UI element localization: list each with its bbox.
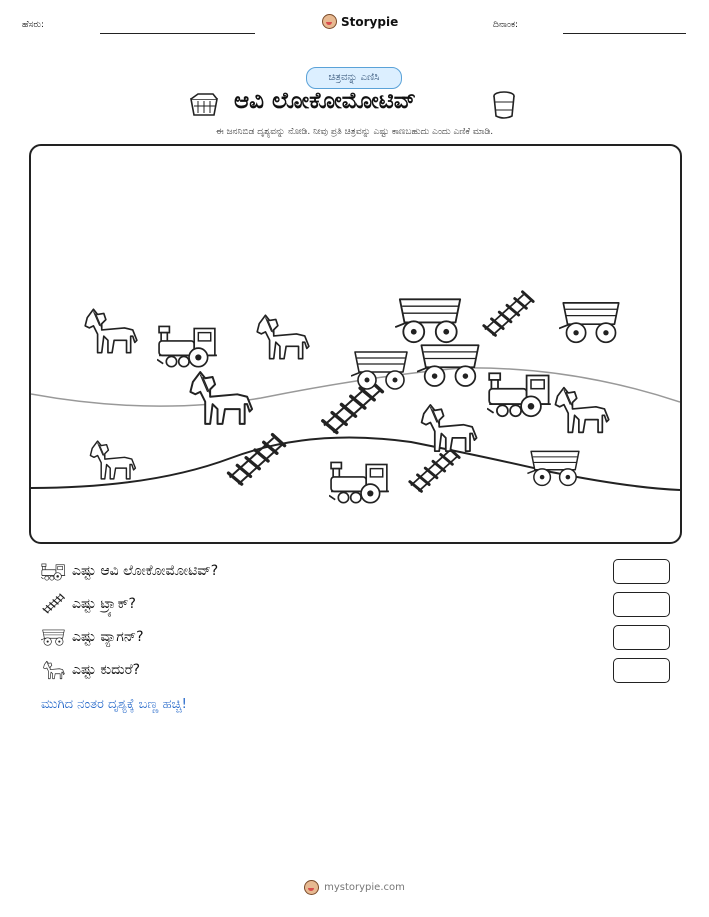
scene-wagon [351, 352, 407, 389]
horse-icon [41, 659, 66, 681]
scene-horse [422, 405, 477, 451]
scene-track [229, 435, 285, 485]
scene-horse [257, 315, 309, 358]
scene-track [410, 448, 459, 492]
instructions: ಈ ಜನನಿಬಿಡ ದೃಶ್ಯವನ್ನು ನೋಡಿ. ನೀವು ಪ್ರತಿ ಚಿತ್ರವನ್ನು ಎಷ್ಟು ಕಾಣಬಹುದು ಎಂದು ಎಣಿಕೆ ಮಾಡಿ. [215, 127, 494, 137]
scene-horse [85, 309, 137, 352]
question-wagons [41, 623, 144, 651]
activity-badge: ಚಿತ್ರವನ್ನು ಎಣಿಸಿ [306, 67, 402, 89]
page-title: ಆವಿ ಲೋಕೋಮೋಟಿವ್ [234, 88, 416, 114]
scene-horse [90, 441, 135, 479]
answer-box-locomotives[interactable] [613, 559, 670, 584]
coloring-note: ಮುಗಿದ ನಂತರ ದೃಶ್ಯಕ್ಕೆ ಬಣ್ಣ ಹಚ್ಚಿ! [41, 697, 187, 712]
footer [0, 880, 709, 895]
answer-box-horses[interactable] [613, 658, 670, 683]
scene-wagon [395, 299, 460, 342]
question-locomotives [41, 557, 218, 585]
scene-wagon [559, 303, 619, 342]
counting-scene [29, 144, 682, 544]
scene-wagon [417, 345, 479, 386]
footer-url[interactable]: mystorypie.com [324, 882, 405, 893]
question-tracks [41, 590, 136, 618]
scene-horse [555, 388, 608, 433]
date-label: ದಿನಾಂಕ: [493, 20, 519, 30]
scene-wagon [527, 451, 579, 485]
wagon-icon [41, 626, 66, 648]
scene-locomotive [329, 462, 389, 502]
name-field[interactable] [100, 33, 255, 34]
scene-track [484, 292, 533, 336]
scene-horse [190, 372, 252, 424]
question-text: ಎಷ್ಟು ಕುದುರೆ? [72, 662, 141, 678]
bucket-icon [491, 90, 517, 120]
question-text: ಎಷ್ಟು ವ್ಯಾಗನ್? [72, 629, 144, 645]
mascot-icon [304, 880, 319, 895]
answer-box-wagons[interactable] [613, 625, 670, 650]
track-icon [41, 593, 66, 615]
date-field[interactable] [563, 33, 686, 34]
question-text: ಎಷ್ಟು ಟ್ರ್ಯಾಕ್? [72, 596, 136, 612]
crate-icon [188, 91, 220, 119]
question-horses [41, 656, 140, 684]
brand-name: Storypie [341, 14, 399, 29]
locomotive-icon [41, 560, 66, 582]
scene-locomotive [487, 373, 551, 416]
scene-track [323, 380, 383, 433]
answer-box-tracks[interactable] [613, 592, 670, 617]
scene-locomotive [157, 326, 217, 366]
mascot-icon [322, 14, 337, 29]
name-label: ಹೆಸರು: [22, 20, 45, 30]
question-text: ಎಷ್ಟು ಆವಿ ಲೋಕೋಮೋಟಿವ್? [72, 563, 219, 579]
brand-logo [322, 14, 398, 29]
